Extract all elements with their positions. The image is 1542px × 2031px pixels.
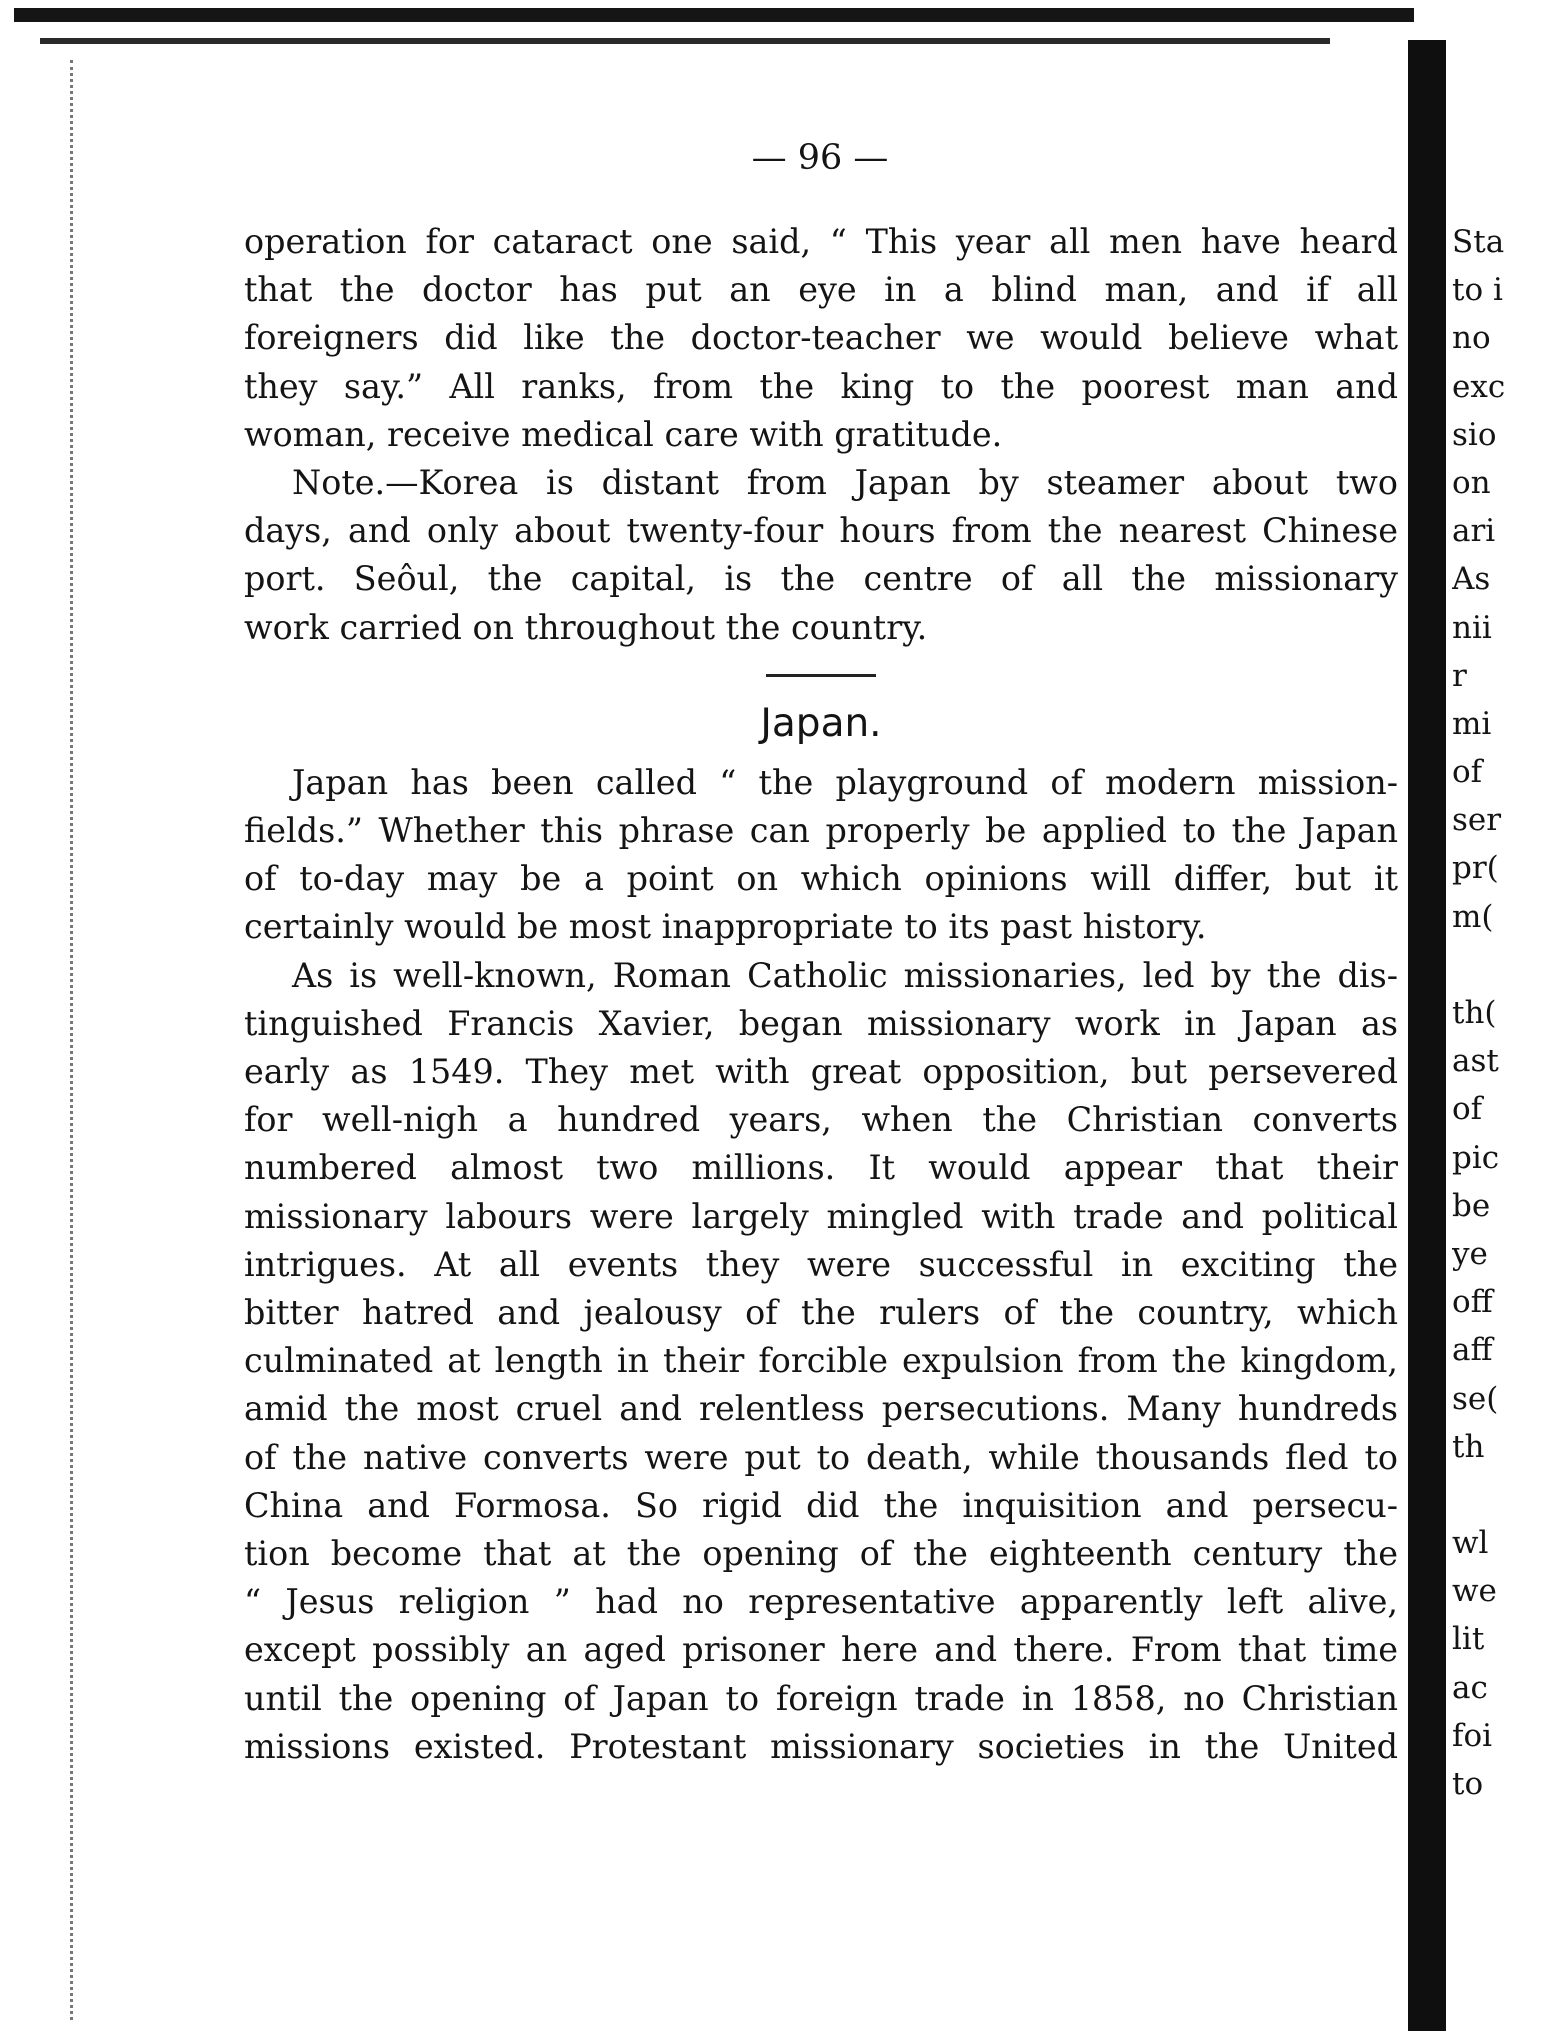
page-number: — 96 — bbox=[751, 138, 889, 178]
fragment: th( bbox=[1452, 995, 1497, 1031]
text-line: fields.” Whether this phrase can properly be applied to the Japan bbox=[244, 811, 1398, 851]
text-line: except possibly an aged prisoner here and there. From that time bbox=[244, 1630, 1398, 1670]
text-line: foreigners did like the doctor-teacher we would believe what bbox=[244, 318, 1398, 358]
fragment: wl bbox=[1452, 1525, 1489, 1562]
text-line: port. Seôul, the capital, is the centre of all the missionary bbox=[244, 559, 1398, 599]
fragment: we bbox=[1452, 1573, 1497, 1610]
fragment: ye bbox=[1452, 1235, 1488, 1272]
paragraph-catholic-missions bbox=[244, 952, 1398, 1771]
text-line: days, and only about twenty-four hours from the nearest Chinese bbox=[244, 511, 1398, 551]
fragment: pr( bbox=[1452, 850, 1499, 887]
fragment: Sta bbox=[1452, 224, 1505, 260]
fragment: off bbox=[1452, 1284, 1493, 1321]
fragment: to i bbox=[1452, 272, 1503, 309]
fragment: nii bbox=[1452, 609, 1492, 646]
fragment: m( bbox=[1452, 898, 1494, 935]
text-line: early as 1549. They met with great opposition, but persevered bbox=[244, 1052, 1398, 1092]
section-title: Japan. bbox=[760, 700, 882, 746]
fragment: to bbox=[1452, 1766, 1484, 1802]
binding-gutter-shadow bbox=[1408, 40, 1446, 2031]
text-line: “ Jesus religion ” had no representative apparently left alive, bbox=[244, 1582, 1398, 1622]
text-line: that the doctor has put an eye in a blind man, and if all bbox=[244, 270, 1398, 310]
fragment: of bbox=[1452, 1091, 1483, 1128]
text-line: As is well-known, Roman Catholic missionaries, led by the dis- bbox=[292, 955, 1398, 995]
text-line: Note.—Korea is distant from Japan by steamer about two bbox=[292, 463, 1398, 503]
fragment: pic bbox=[1452, 1139, 1500, 1176]
fragment: mi bbox=[1452, 705, 1492, 742]
fragment: As bbox=[1452, 561, 1491, 598]
fragment: ac bbox=[1452, 1669, 1488, 1706]
main-text-column bbox=[244, 218, 1398, 1771]
fragment bbox=[1452, 1471, 1542, 1519]
fragment: ari bbox=[1452, 513, 1496, 550]
text-line: work carried on throughout the country. bbox=[244, 607, 928, 647]
fragment: aff bbox=[1452, 1332, 1493, 1369]
text-line: woman, receive medical care with gratitude. bbox=[244, 414, 1003, 454]
text-line: missionary labours were largely mingled with trade and political bbox=[244, 1196, 1398, 1236]
top-border-rule-secondary bbox=[40, 38, 1330, 44]
text-line: missions existed. Protestant missionary societies in the United bbox=[244, 1726, 1398, 1766]
fragment: ast bbox=[1452, 1043, 1499, 1080]
left-margin-scan-specks bbox=[70, 60, 103, 2020]
fragment: se( bbox=[1452, 1380, 1499, 1417]
text-line: of to-day may be a point on which opinions will differ, but it bbox=[244, 859, 1398, 899]
fragment: no bbox=[1452, 320, 1491, 357]
text-line: bitter hatred and jealousy of the rulers of the country, which bbox=[244, 1293, 1398, 1333]
fragment: on bbox=[1452, 464, 1491, 501]
fragment: foi bbox=[1452, 1717, 1493, 1754]
text-line: they say.” All ranks, from the king to the poorest man and bbox=[244, 366, 1398, 406]
text-line: tinguished Francis Xavier, began missionary work in Japan as bbox=[244, 1003, 1398, 1043]
fragment: be bbox=[1452, 1187, 1491, 1224]
text-line: for well-nigh a hundred years, when the Christian converts bbox=[244, 1100, 1398, 1140]
paragraph-cataract bbox=[244, 218, 1398, 459]
paragraph-playground bbox=[244, 759, 1398, 952]
text-line: intrigues. At all events they were successful in exciting the bbox=[244, 1244, 1398, 1284]
top-border-rule bbox=[14, 8, 1414, 22]
text-line: China and Formosa. So rigid did the inquisition and persecu- bbox=[244, 1485, 1398, 1525]
paragraph-note-korea bbox=[244, 459, 1398, 652]
text-line: Japan has been called “ the playground of modern mission- bbox=[292, 762, 1398, 802]
fragment: ser bbox=[1452, 802, 1502, 839]
text-line: operation for cataract one said, “ This year all men have heard bbox=[244, 222, 1398, 261]
fragment: sio bbox=[1452, 416, 1497, 453]
fragment bbox=[1452, 941, 1542, 989]
text-line: tion become that at the opening of the eighteenth century the bbox=[244, 1534, 1398, 1574]
adjacent-page-fragments bbox=[1452, 218, 1542, 1808]
text-line: certainly would be most inappropriate to its past history. bbox=[244, 907, 1207, 947]
fragment: exc bbox=[1452, 368, 1506, 405]
text-line: culminated at length in their forcible expulsion from the kingdom, bbox=[244, 1341, 1398, 1381]
text-line: until the opening of Japan to foreign trade in 1858, no Christian bbox=[244, 1678, 1398, 1718]
fragment: lit bbox=[1452, 1621, 1485, 1658]
fragment: of bbox=[1452, 754, 1483, 791]
fragment: r bbox=[1452, 657, 1467, 694]
text-line: amid the most cruel and relentless persecutions. Many hundreds bbox=[244, 1389, 1398, 1429]
fragment: th bbox=[1452, 1428, 1485, 1465]
text-line: of the native converts were put to death, while thousands fled to bbox=[244, 1437, 1398, 1477]
text-line: numbered almost two millions. It would appear that their bbox=[244, 1148, 1398, 1188]
section-divider bbox=[766, 674, 876, 677]
